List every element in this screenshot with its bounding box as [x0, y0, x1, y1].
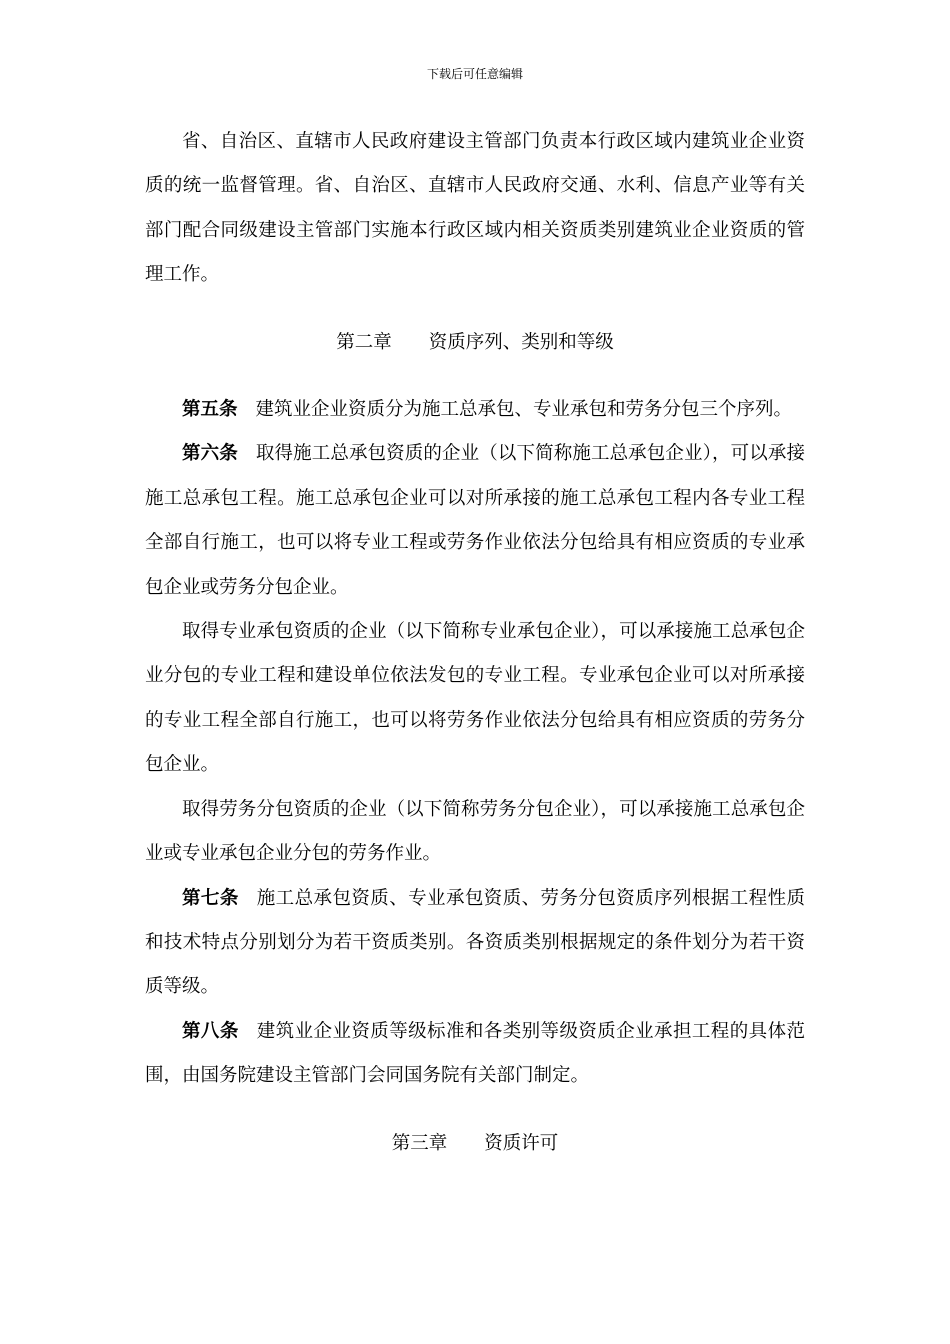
chapter-2-number: 第二章: [336, 331, 392, 353]
article-5: [145, 388, 805, 432]
chapter-2-heading: [145, 321, 805, 365]
page-header: 下载后可任意编辑: [426, 67, 523, 81]
paragraph-supervision: 省、自治区、直辖市人民政府建设主管部门负责本行政区域内建筑业企业资质的统一监督管理。省、自治区、直辖市人民政府交通、水利、信息产业等有关部门配合同级建设主管部门实施本行政区域内相关资质类别建筑业企业资质的管理工作。: [145, 131, 805, 286]
article-8-label: 第八条: [182, 1020, 239, 1042]
chapter-3-title: 资质许可: [484, 1132, 559, 1154]
article-6-label: 第六条: [182, 443, 238, 465]
chapter-3-number: 第三章: [391, 1132, 448, 1154]
article-6-text: 取得施工总承包资质的企业（以下简称施工总承包企业），可以承接施工总承包工程。施工总承包企业可以对所承接的施工总承包工程内各专业工程全部自行施工，也可以将专业工程或劳务作业依法分包给具有相应资质的专业承包企业或劳务分包企业。: [145, 443, 805, 598]
document-body: [145, 120, 805, 1166]
article-6: [145, 432, 805, 610]
article-7: [145, 877, 805, 1010]
article-6-paragraph-2: 取得专业承包资质的企业（以下简称专业承包企业），可以承接施工总承包企业分包的专业工程和建设单位依法发包的专业工程。专业承包企业可以对所承接的专业工程全部自行施工，也可以将劳务作业依法分包给具有相应资质的劳务分包企业。: [145, 621, 805, 776]
article-5-label: 第五条: [182, 399, 238, 421]
article-6-paragraph-3: 取得劳务分包资质的企业（以下简称劳务分包企业），可以承接施工总承包企业或专业承包企业分包的劳务作业。: [145, 798, 805, 865]
article-5-text: 建筑业企业资质分为施工总承包、专业承包和劳务分包三个序列。: [255, 399, 793, 421]
article-8-text: 建筑业企业资质等级标准和各类别等级资质企业承担工程的具体范围，由国务院建设主管部门会同国务院有关部门制定。: [145, 1020, 805, 1087]
chapter-3-heading: [145, 1122, 805, 1166]
article-7-label: 第七条: [182, 887, 239, 909]
chapter-2-title: 资质序列、类别和等级: [428, 331, 614, 353]
article-7-text: 施工总承包资质、专业承包资质、劳务分包资质序列根据工程性质和技术特点分别划分为若干资质类别。各资质类别根据规定的条件划分为若干资质等级。: [145, 887, 805, 998]
article-8: [145, 1010, 805, 1099]
